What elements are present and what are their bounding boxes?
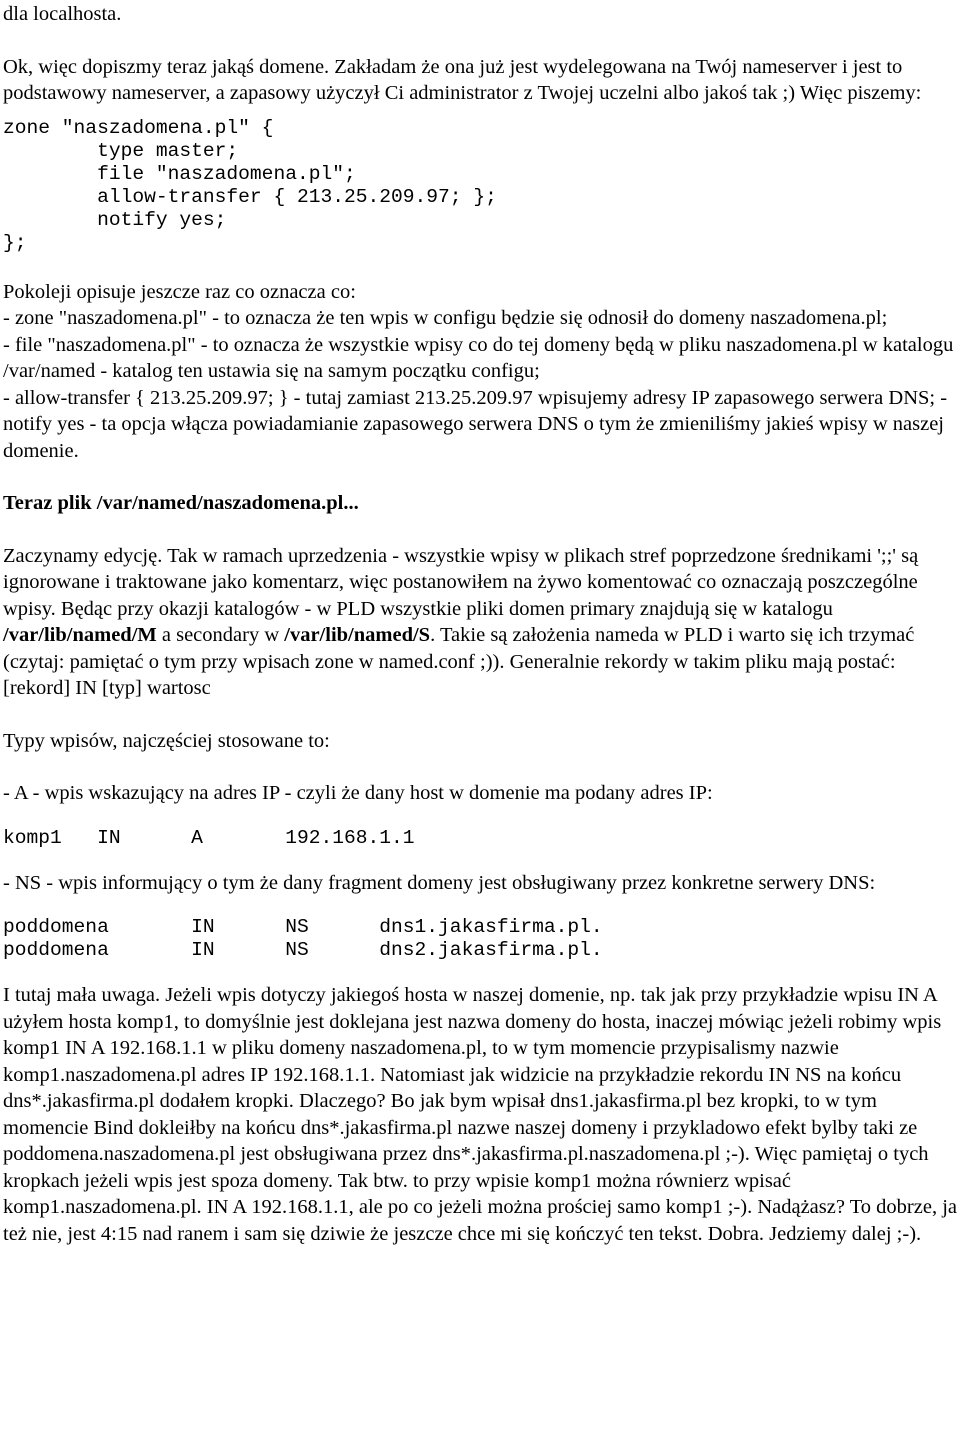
paragraph-editing-part-b: a secondary w <box>156 624 285 646</box>
path-primary: /var/lib/named/M <box>3 624 157 646</box>
paragraph-explanation-transfer: - allow-transfer { 213.25.209.97; } - tutaj zamiast 213.25.209.97 wpisujemy adresy IP zapasowego serwera DNS; - notify yes - ta opcja włącza powiadamianie zapasowego serwera DNS o tym że zmieniliśmy jakieś wpisy w naszej domenie. <box>3 386 948 462</box>
paragraph-zone-intro: Ok, więc dopiszmy teraz jakąś domene. Zakładam że ona już jest wydelegowana na Twój nameserver i jest to podstawowy nameserver, a zapasowy użyczył Ci administrator z Twojej uczelni albo jakoś tak ;) Więc piszemy: <box>3 55 922 104</box>
paragraph-explanation-title: Pokoleji opisuje jeszcze raz co oznacza co: <box>3 280 356 303</box>
paragraph-editing-part-a: Zaczynamy edycję. Tak w ramach uprzedzenia - wszystkie wpisy w plikach stref poprzedzone średnikami ';;' są ignorowane i traktowane jako komentarz, więc postanowiłem na żywo komentować co oznaczają poszczególne wpisy. Będąc przy okazji katalogów - w PLD wszystkie pliki domen primary znajdują się w katalogu <box>3 544 919 620</box>
paragraph-note: I tutaj mała uwaga. Jeżeli wpis dotyczy jakiegoś hosta w naszej domenie, np. tak jak przy przykładzie wpisu IN A użyłem hosta komp1, to domyślnie jest doklejana jest nazwa domeny do hosta, inaczej mówiąc jeżeli robimy wpis komp1 IN A 192.168.1.1 w pliku domeny naszadomena.pl, to w tym momencie przypisalismy nazwie komp1.naszadomena.pl adres IP 192.168.1.1. Natomiast jak widzicie na przykładzie rekordu IN NS na końcu dns*.jakasfirma.pl dodałem kropki. Dlaczego? Bo jak bym wpisał dns1.jakasfirma.pl bez kropki, to w tym momencie Bind dokleiłby na końcu dns*.jakasfirma.pl nazwe naszej domeny i przykladowo efekt bylby taki ze poddomena.naszadomena.pl jest obsługiwana przez dns*.jakasfirma.pl.naszadomena.pl ;-). Więc pamiętaj o tych kropkach jeżeli wpis jest spoza domeny. Tak btw. to przy wpisie komp1 można równierz wpisać komp1.naszadomena.pl. IN A 192.168.1.1, ale po co jeżeli można prościej samo komp1 ;-). Nadążasz? To dobrze, ja też nie, jest 4:15 nad ranem i sam się dziwie że jeszcze chce mi się kończyć ten tekst. Dobra. Jedziemy dalej ;-). <box>3 984 958 1245</box>
paragraph-intro-tail: dla localhosta. <box>3 3 122 25</box>
paragraph-explanation-file: - file "naszadomena.pl" - to oznacza że wszystkie wpisy co do tej domeny będą w pliku naszadomena.pl w katalogu /var/named - katalog ten ustawia się na samym początku configu; <box>3 333 954 382</box>
paragraph-a-record: - A - wpis wskazujący na adres IP - czyli że dany host w domenie ma podany adres IP: <box>3 782 713 804</box>
section-heading: Teraz plik /var/named/naszadomena.pl... <box>3 492 359 514</box>
path-secondary: /var/lib/named/S <box>284 624 431 646</box>
code-zone-config: zone "naszadomena.pl" { type master; file "naszadomena.pl"; allow-transfer { 213.25.209.97; }; notify yes; }; <box>3 116 497 254</box>
code-a-record: komp1 IN A 192.168.1.1 <box>3 826 415 849</box>
code-ns-records: poddomena IN NS dns1.jakasfirma.pl. poddomena IN NS dns2.jakasfirma.pl. <box>3 916 603 961</box>
paragraph-editing-part-c: . Takie są założenia nameda w PLD i warto się ich trzymać (czytaj: pamiętać o tym przy wpisach zone w named.conf ;)). Generalnie rekordy w takim pliku mają postać: [rekord] IN [typ] wartosc <box>3 624 915 699</box>
paragraph-explanation-zone: - zone "naszadomena.pl" - to oznacza że ten wpis w configu będzie się odnosił do domeny naszadomena.pl; <box>3 307 888 329</box>
paragraph-editing <box>3 543 959 702</box>
paragraph-record-types: Typy wpisów, najczęściej stosowane to: <box>3 729 330 752</box>
paragraph-ns-record: - NS - wpis informujący o tym że dany fragment domeny jest obsługiwany przez konkretne serwery DNS: <box>3 871 876 894</box>
